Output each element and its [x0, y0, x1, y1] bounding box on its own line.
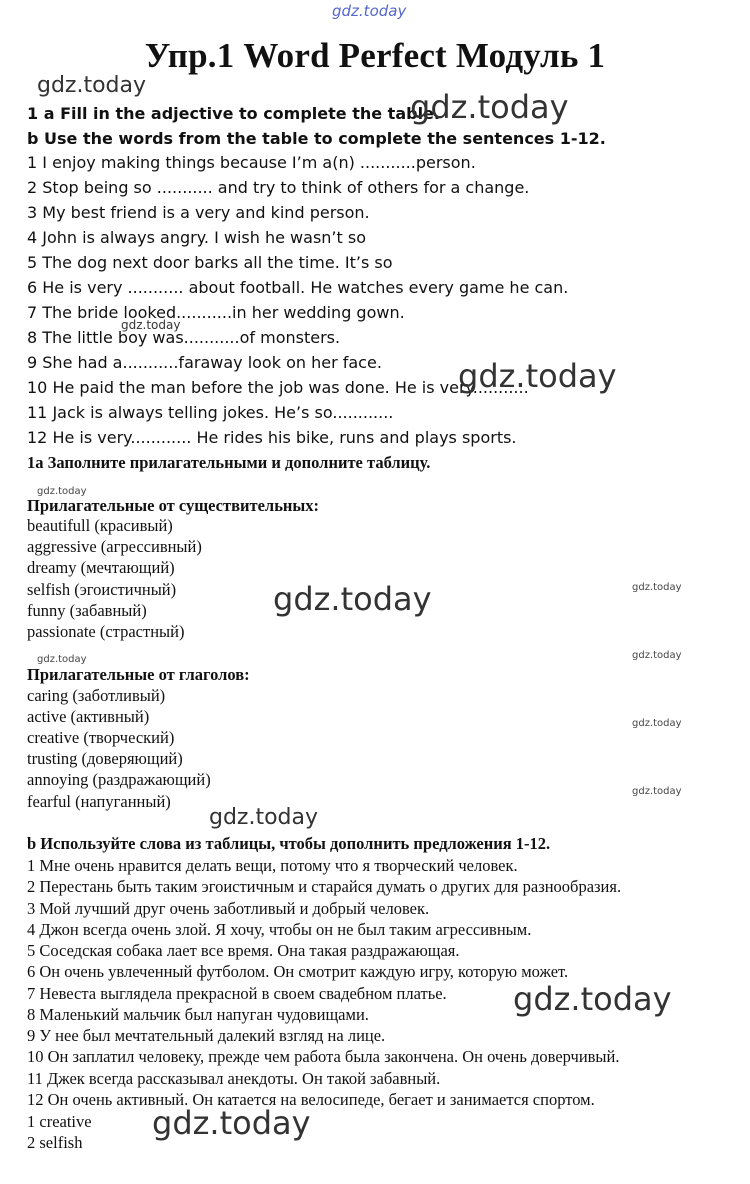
noun-adjective-item: beautifull (красивый) [27, 516, 173, 535]
noun-adjective-item: aggressive (агрессивный) [27, 537, 202, 556]
english-sentence: 9 She had a...........faraway look on her face. [27, 353, 382, 372]
answer-item: 2 selfish [27, 1133, 83, 1152]
watermark: gdz.today [37, 654, 87, 665]
english-sentence: 10 He paid the man before the job was done. He is very........... [27, 378, 529, 397]
noun-adjective-item: dreamy (мечтающий) [27, 558, 175, 577]
russian-sentence: 3 Мой лучший друг очень заботливый и добрый человек. [27, 899, 430, 918]
russian-sentence: 8 Маленький мальчик был напуган чудовищами. [27, 1005, 369, 1024]
verb-adjective-item: creative (творческий) [27, 728, 175, 747]
english-sentence: 12 He is very............ He rides his bike, runs and plays sports. [27, 428, 517, 447]
nouns-heading: Прилагательные от существительных: [27, 496, 320, 515]
watermark: gdz.today [37, 486, 87, 497]
russian-sentence: 2 Перестань быть таким эгоистичным и старайся думать о других для разнообразия. [27, 877, 622, 896]
english-sentence: 3 My best friend is a very and kind person. [27, 203, 370, 222]
task-b-instruction: b Use the words from the table to complete the sentences 1-12. [27, 129, 606, 148]
watermark: gdz.today [632, 650, 682, 661]
watermark: gdz.today [121, 318, 181, 332]
noun-adjective-item: funny (забавный) [27, 601, 147, 620]
verb-adjective-item: active (активный) [27, 707, 150, 726]
watermark: gdz.today [209, 805, 319, 830]
noun-adjective-item: passionate (страстный) [27, 622, 185, 641]
watermark: gdz.today [458, 357, 617, 395]
russian-sentence: 12 Он очень активный. Он катается на велосипеде, бегает и занимается спортом. [27, 1090, 595, 1109]
russian-sentence: 7 Невеста выглядела прекрасной в своем свадебном платье. [27, 984, 447, 1003]
english-sentence: 8 The little boy was...........of monsters. [27, 328, 341, 347]
english-sentence: 4 John is always angry. I wish he wasn’t so [27, 228, 366, 247]
task-a-instruction: 1 a Fill in the adjective to complete the table. [27, 104, 440, 123]
verb-adjective-item: caring (заботливый) [27, 686, 166, 705]
verb-adjective-item: fearful (напуганный) [27, 792, 171, 811]
russian-sentence: 9 У нее был мечтательный далекий взгляд на лице. [27, 1026, 386, 1045]
russian-sentence: 11 Джек всегда рассказывал анекдоты. Он такой забавный. [27, 1069, 441, 1088]
watermark: gdz.today [513, 980, 672, 1018]
english-sentence: 1 I enjoy making things because I’m a(n) ...........person. [27, 153, 476, 172]
watermark: gdz.today [632, 582, 682, 593]
english-sentence: 2 Stop being so ........... and try to think of others for a change. [27, 178, 530, 197]
english-sentence: 6 He is very ........... about football. He watches every game he can. [27, 278, 569, 297]
russian-task-a: 1a Заполните прилагательными и дополните таблицу. [27, 453, 431, 472]
russian-sentence: 10 Он заплатил человеку, прежде чем работа была закончена. Он очень доверчивый. [27, 1047, 620, 1066]
russian-task-b: b Используйте слова из таблицы, чтобы дополнить предложения 1-12. [27, 834, 551, 853]
english-sentence: 7 The bride looked...........in her wedding gown. [27, 303, 405, 322]
answer-item: 1 creative [27, 1112, 92, 1131]
english-sentence: 11 Jack is always telling jokes. He’s so............ [27, 403, 394, 422]
watermark: gdz.today [332, 2, 407, 20]
verb-adjective-item: annoying (раздражающий) [27, 770, 211, 789]
russian-sentence: 4 Джон всегда очень злой. Я хочу, чтобы он не был таким агрессивным. [27, 920, 532, 939]
verbs-heading: Прилагательные от глаголов: [27, 665, 250, 684]
watermark: gdz.today [152, 1104, 311, 1142]
watermark: gdz.today [632, 786, 682, 797]
watermark: gdz.today [632, 718, 682, 729]
english-sentence: 5 The dog next door barks all the time. It’s so [27, 253, 393, 272]
watermark: gdz.today [37, 73, 147, 98]
noun-adjective-item: selfish (эгоистичный) [27, 580, 177, 599]
russian-sentence: 6 Он очень увлеченный футболом. Он смотрит каждую игру, которую может. [27, 962, 569, 981]
russian-sentence: 5 Соседская собака лает все время. Она такая раздражающая. [27, 941, 460, 960]
verb-adjective-item: trusting (доверяющий) [27, 749, 183, 768]
watermark: gdz.today [273, 580, 432, 618]
russian-sentence: 1 Мне очень нравится делать вещи, потому что я творческий человек. [27, 856, 518, 875]
watermark: gdz.today [410, 88, 569, 126]
page-title: Упр.1 Word Perfect Модуль 1 [144, 36, 606, 75]
